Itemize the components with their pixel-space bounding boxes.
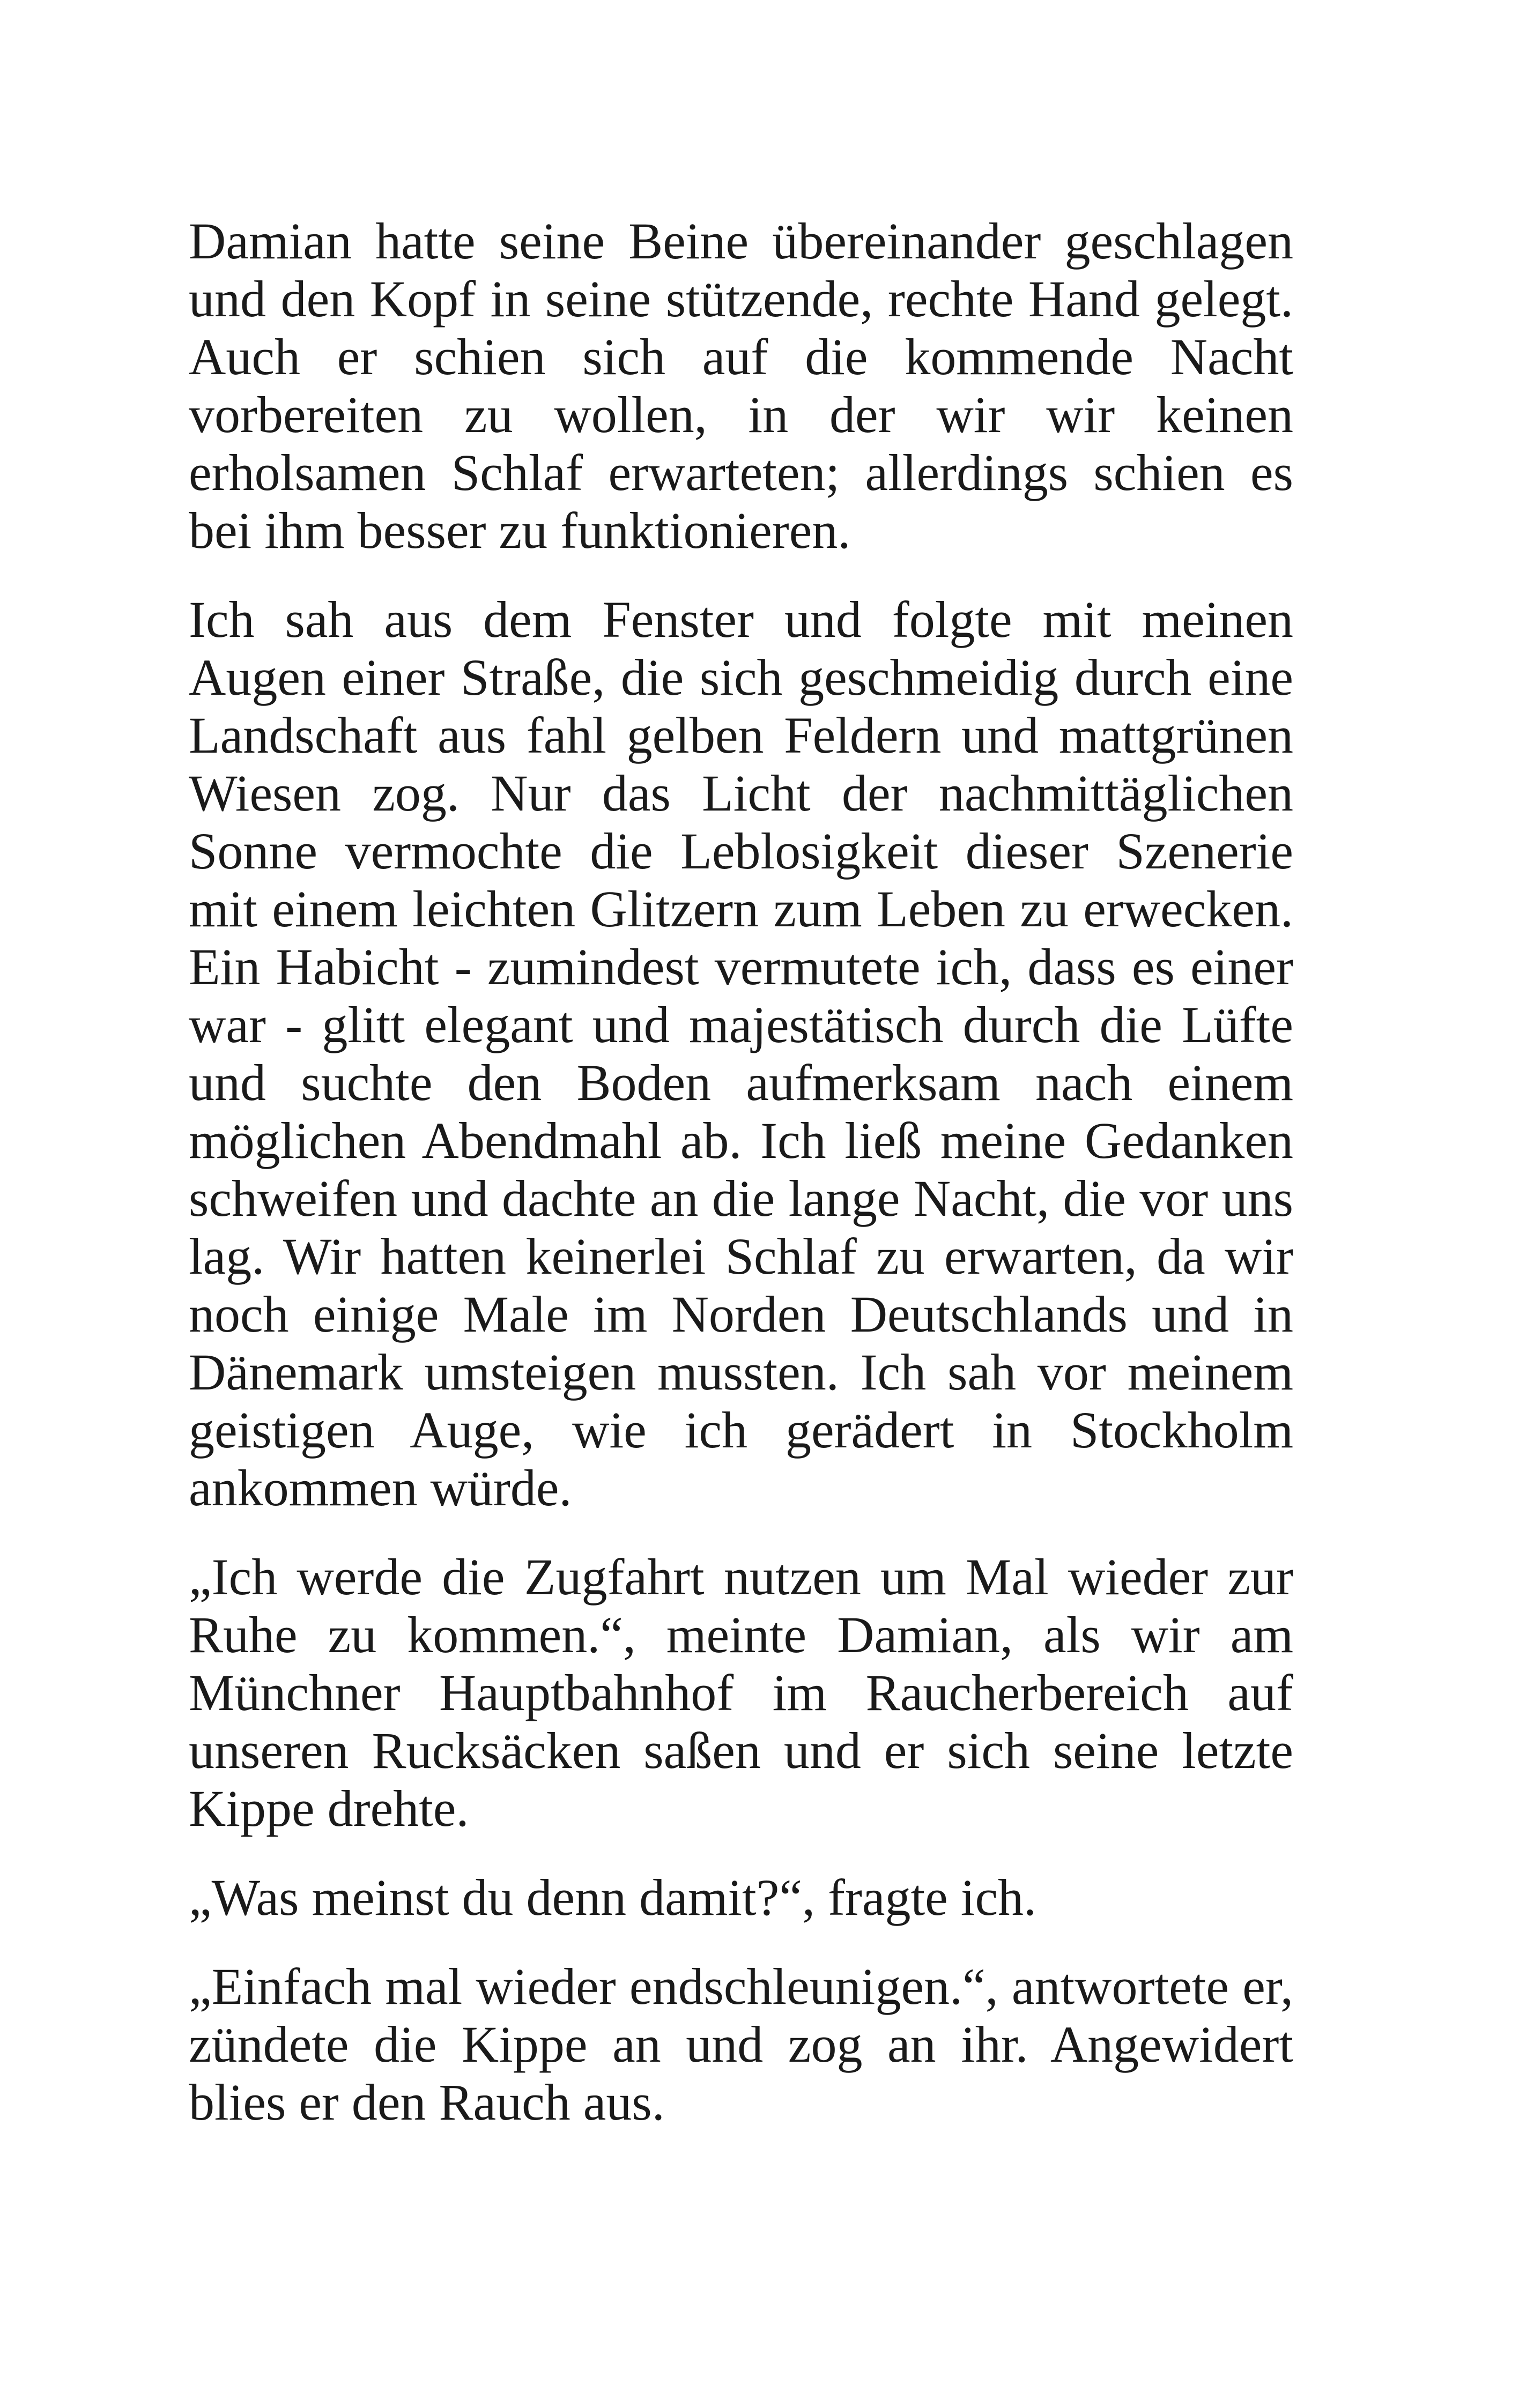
paragraph-4: „Was meinst du denn damit?“, fragte ich.	[189, 1869, 1037, 1926]
body-text	[189, 212, 1293, 2131]
paragraph-5: „Einfach mal wieder endschleunigen.“, antwortete er, zündete die Kippe an und zog an ihr. Angewidert blies er den Rauch aus.	[189, 1958, 1293, 2131]
paragraph-3: „Ich werde die Zugfahrt nutzen um Mal wieder zur Ruhe zu kommen.“, meinte Damian, als wir am Münchner Hauptbahnhof im Raucherbereich auf unseren Rucksäcken saßen und er sich seine letzte Kippe drehte.	[189, 1548, 1293, 1837]
paragraph-1: Damian hatte seine Beine übereinander geschlagen und den Kopf in seine stützende, rechte Hand gelegt. Auch er schien sich auf die kommende Nacht vorbereiten zu wollen, in der wir wir keinen erholsamen Schlaf erwarteten; allerdings schien es bei ihm besser zu funktionieren.	[189, 212, 1293, 559]
paragraph-2: Ich sah aus dem Fenster und folgte mit meinen Augen einer Straße, die sich geschmeidig durch eine Landschaft aus fahl gelben Feldern und mattgrünen Wiesen zog. Nur das Licht der nachmittäglichen Sonne vermochte die Leblosigkeit dieser Szenerie mit einem leichten Glitzern zum Leben zu erwecken. Ein Habicht - zumindest vermutete ich, dass es einer war - glitt elegant und majestätisch durch die Lüfte und suchte den Boden aufmerksam nach einem möglichen Abendmahl ab. Ich ließ meine Gedanken schweifen und dachte an die lange Nacht, die vor uns lag. Wir hatten keinerlei Schlaf zu erwarten, da wir noch einige Male im Norden Deutschlands und in Dänemark umsteigen mussten. Ich sah vor meinem geistigen Auge, wie ich gerädert in Stockholm ankommen würde.	[189, 591, 1293, 1517]
